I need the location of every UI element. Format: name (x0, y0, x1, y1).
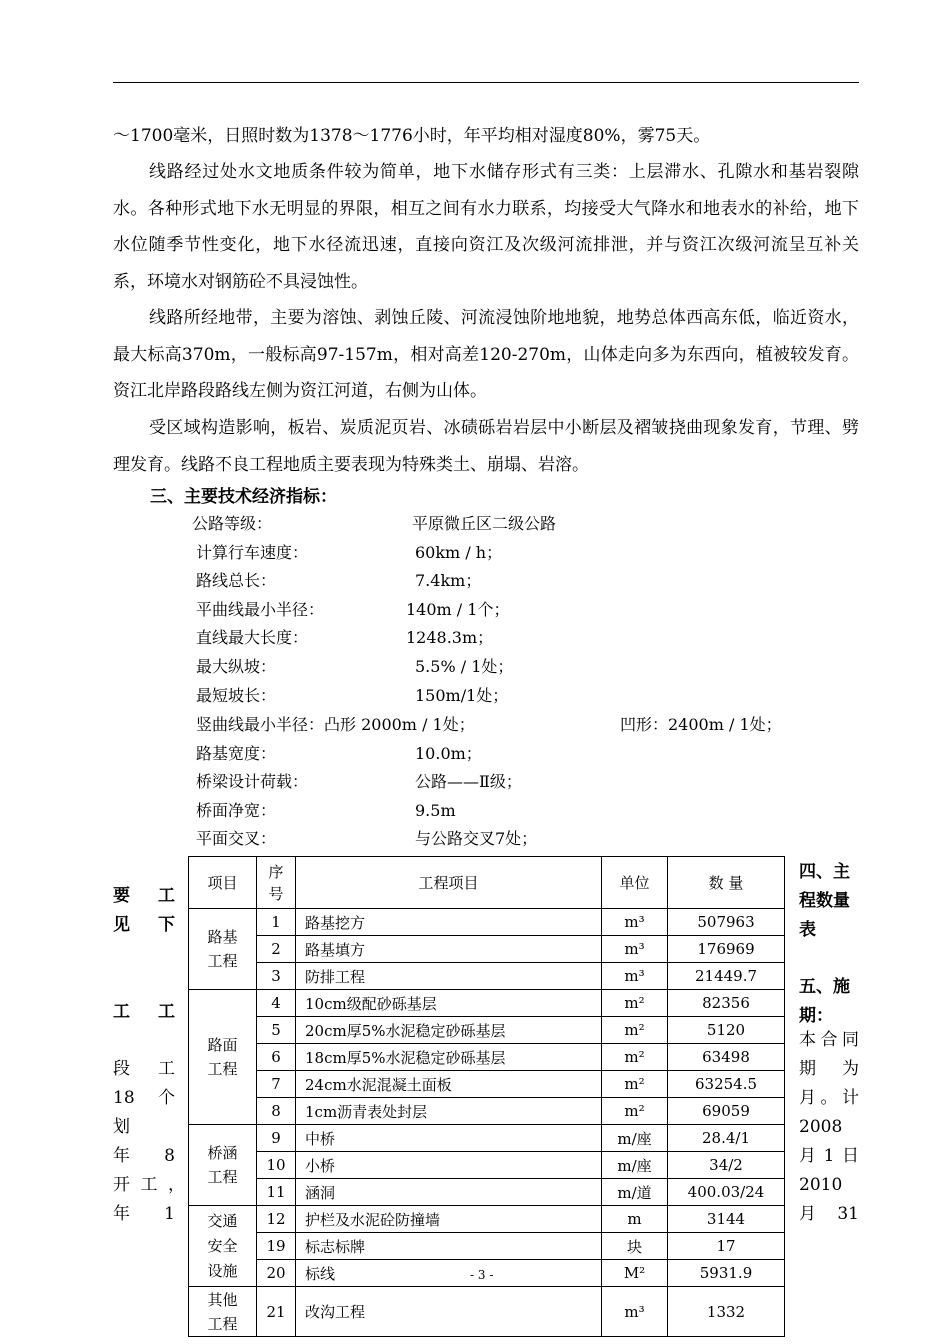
header-no: 序号 (257, 857, 296, 909)
right-fragment: 2010 (799, 1175, 843, 1195)
category-cell: 路基工程 (189, 909, 257, 990)
spec-label: 最短坡长： (196, 686, 277, 705)
row-unit: m² (602, 1098, 668, 1125)
table-row (189, 909, 785, 936)
table-row (189, 1179, 785, 1206)
spec-value: 公路——Ⅱ级； (415, 772, 522, 791)
spec-label: 最大纵坡： (196, 657, 277, 676)
table-row (189, 1125, 785, 1152)
row-name: 标志标牌 (296, 1233, 602, 1260)
spec-label: 桥梁设计荷载： (196, 772, 309, 791)
row-no: 1 (257, 909, 296, 936)
left-fragment: 年 8 (113, 1146, 175, 1166)
row-unit: m² (602, 990, 668, 1017)
paragraph-geology: 受区域构造影响，板岩、炭质泥页岩、冰碛砾岩岩层中小断层及褶皱挠曲现象发育，节理、劈理发育。线路不良工程地质主要表现为特殊类土、崩塌、岩溶。 (113, 418, 859, 475)
row-no: 9 (257, 1125, 296, 1152)
row-qty: 3144 (668, 1206, 785, 1233)
right-fragment: 月1日 (799, 1146, 859, 1166)
left-fragment: 开工， (113, 1175, 185, 1195)
row-no: 6 (257, 1044, 296, 1071)
spec-label: 计算行车速度： (196, 543, 309, 562)
spec-label: 路线总长： (196, 571, 277, 590)
row-no: 12 (257, 1206, 296, 1233)
left-fragment: 工 工 (113, 1002, 175, 1022)
row-unit: m² (602, 1071, 668, 1098)
spec-value: 140m / 1个； (406, 600, 510, 619)
row-name: 改沟工程 (296, 1287, 602, 1337)
section-3-title: 三、主要技术经济指标： (150, 487, 337, 507)
spec-value: 与公路交叉7处； (415, 829, 538, 848)
row-qty: 5120 (668, 1017, 785, 1044)
row-name: 中桥 (296, 1125, 602, 1152)
spec-label: 公路等级： (192, 514, 273, 533)
row-unit: m² (602, 1017, 668, 1044)
row-no: 19 (257, 1233, 296, 1260)
table-row (189, 936, 785, 963)
spec-label: 桥面净宽： (196, 801, 277, 820)
table-row (189, 1287, 785, 1337)
row-no: 20 (257, 1260, 296, 1287)
row-qty: 400.03/24 (668, 1179, 785, 1206)
row-no: 5 (257, 1017, 296, 1044)
row-name: 路基填方 (296, 936, 602, 963)
table-row (189, 1071, 785, 1098)
left-fragment: 划 (113, 1117, 130, 1137)
table-row (189, 1206, 785, 1233)
spec-value: 10.0m； (415, 744, 482, 763)
table-row (189, 1044, 785, 1071)
category-cell: 交通安全设施 (189, 1206, 257, 1287)
left-fragment: 18 个 (113, 1088, 175, 1108)
spec-label: 平面交叉： (196, 829, 277, 848)
header-qty: 数 量 (668, 857, 785, 909)
spec-value: 凹形：2400m / 1处； (620, 715, 782, 734)
table-header-row (189, 857, 785, 909)
section-4-title: 四、主程数量表 (799, 862, 850, 940)
row-name: 1cm沥青表处封层 (296, 1098, 602, 1125)
table-row (189, 1233, 785, 1260)
row-unit: m³ (602, 1287, 668, 1337)
spec-label: 竖曲线最小半径：凸形 2000m / 1处； (196, 715, 475, 734)
row-unit: m³ (602, 963, 668, 990)
row-qty: 34/2 (668, 1152, 785, 1179)
row-qty: 176969 (668, 936, 785, 963)
table-row (189, 963, 785, 990)
spec-value: 60km / h； (415, 543, 503, 562)
row-qty: 21449.7 (668, 963, 785, 990)
left-fragment: 段 工 (113, 1059, 175, 1079)
left-fragment: 要 工 (113, 886, 175, 906)
row-qty: 1332 (668, 1287, 785, 1337)
row-qty: 5931.9 (668, 1260, 785, 1287)
row-no: 7 (257, 1071, 296, 1098)
row-name: 标线 (296, 1260, 602, 1287)
paragraph-terrain: 线路所经地带，主要为溶蚀、剥蚀丘陵、河流浸蚀阶地地貌，地势总体西高东低，临近资水，最大标高370m，一般标高97-157m，相对高差120-270m，山体走向多为东西向，植被较发育。资江北岸路段路线左侧为资江河道，右侧为山体。 (113, 308, 859, 401)
spec-value: 150m/1处； (415, 686, 509, 705)
right-fragment: 月 31 (799, 1204, 859, 1224)
row-unit: m³ (602, 909, 668, 936)
row-unit: 块 (602, 1233, 668, 1260)
row-name: 护栏及水泥砼防撞墙 (296, 1206, 602, 1233)
header-name: 工程项目 (296, 857, 602, 909)
row-unit: m/道 (602, 1179, 668, 1206)
left-fragment: 年 1 (113, 1204, 175, 1224)
category-cell: 其他工程 (189, 1287, 257, 1337)
row-no: 8 (257, 1098, 296, 1125)
row-name: 18cm厚5%水泥稳定砂砾基层 (296, 1044, 602, 1071)
spec-label: 平曲线最小半径： (196, 600, 325, 619)
row-qty: 507963 (668, 909, 785, 936)
row-name: 24cm水泥混凝土面板 (296, 1071, 602, 1098)
category-cell: 路面工程 (189, 990, 257, 1125)
table-row (189, 1152, 785, 1179)
row-no: 4 (257, 990, 296, 1017)
spec-value: 7.4km； (415, 571, 482, 590)
right-fragment: 本合同 (799, 1030, 859, 1050)
row-no: 11 (257, 1179, 296, 1206)
row-qty: 69059 (668, 1098, 785, 1125)
row-name: 防排工程 (296, 963, 602, 990)
row-no: 2 (257, 936, 296, 963)
spec-value: 9.5m (415, 801, 456, 820)
right-fragment: 期 为 (799, 1059, 859, 1079)
row-name: 路基挖方 (296, 909, 602, 936)
page-number: - 3 - (470, 1268, 494, 1282)
row-unit: m (602, 1206, 668, 1233)
row-name: 10cm级配砂砾基层 (296, 990, 602, 1017)
quantities-table (188, 856, 785, 1337)
spec-value: 平原微丘区二级公路 (412, 514, 557, 533)
right-fragment: 2008 (799, 1117, 843, 1137)
row-qty: 17 (668, 1233, 785, 1260)
row-name: 小桥 (296, 1152, 602, 1179)
left-fragment: 见 下 (113, 915, 175, 935)
spec-value: 1248.3m； (406, 628, 494, 647)
row-name: 涵洞 (296, 1179, 602, 1206)
row-qty: 63254.5 (668, 1071, 785, 1098)
spec-value: 5.5% / 1处； (415, 657, 514, 676)
paragraph-climate: ～1700毫米，日照时数为1378～1776小时，年平均相对湿度80%，雾75天。 (113, 126, 711, 146)
table-row (189, 990, 785, 1017)
right-fragment: 月。计 (799, 1088, 859, 1108)
row-no: 10 (257, 1152, 296, 1179)
row-qty: 82356 (668, 990, 785, 1017)
section-5-title: 五、施期： (799, 977, 850, 1026)
row-unit: m/座 (602, 1152, 668, 1179)
table-row (189, 1098, 785, 1125)
spec-label: 直线最大长度： (196, 628, 309, 647)
header-category: 项目 (189, 857, 257, 909)
row-unit: M² (602, 1260, 668, 1287)
paragraph-hydrology: 线路经过处水文地质条件较为简单，地下水储存形式有三类：上层滞水、孔隙水和基岩裂隙水。各种形式地下水无明显的界限，相互之间有水力联系，均接受大气降水和地表水的补给，地下水位随季节性变化，地下水径流迅速，直接向资江及次级河流排泄，并与资江次级河流呈互补关系，环境水对钢筋砼不具浸蚀性。 (113, 162, 859, 292)
row-no: 21 (257, 1287, 296, 1337)
row-no: 3 (257, 963, 296, 990)
spec-label: 路基宽度： (196, 744, 277, 763)
row-unit: m³ (602, 936, 668, 963)
row-unit: m² (602, 1044, 668, 1071)
row-unit: m/座 (602, 1125, 668, 1152)
row-name: 20cm厚5%水泥稳定砂砾基层 (296, 1017, 602, 1044)
row-qty: 63498 (668, 1044, 785, 1071)
table-row (189, 1017, 785, 1044)
category-cell: 桥涵工程 (189, 1125, 257, 1206)
row-qty: 28.4/1 (668, 1125, 785, 1152)
header-rule (113, 82, 859, 83)
header-unit: 单位 (602, 857, 668, 909)
